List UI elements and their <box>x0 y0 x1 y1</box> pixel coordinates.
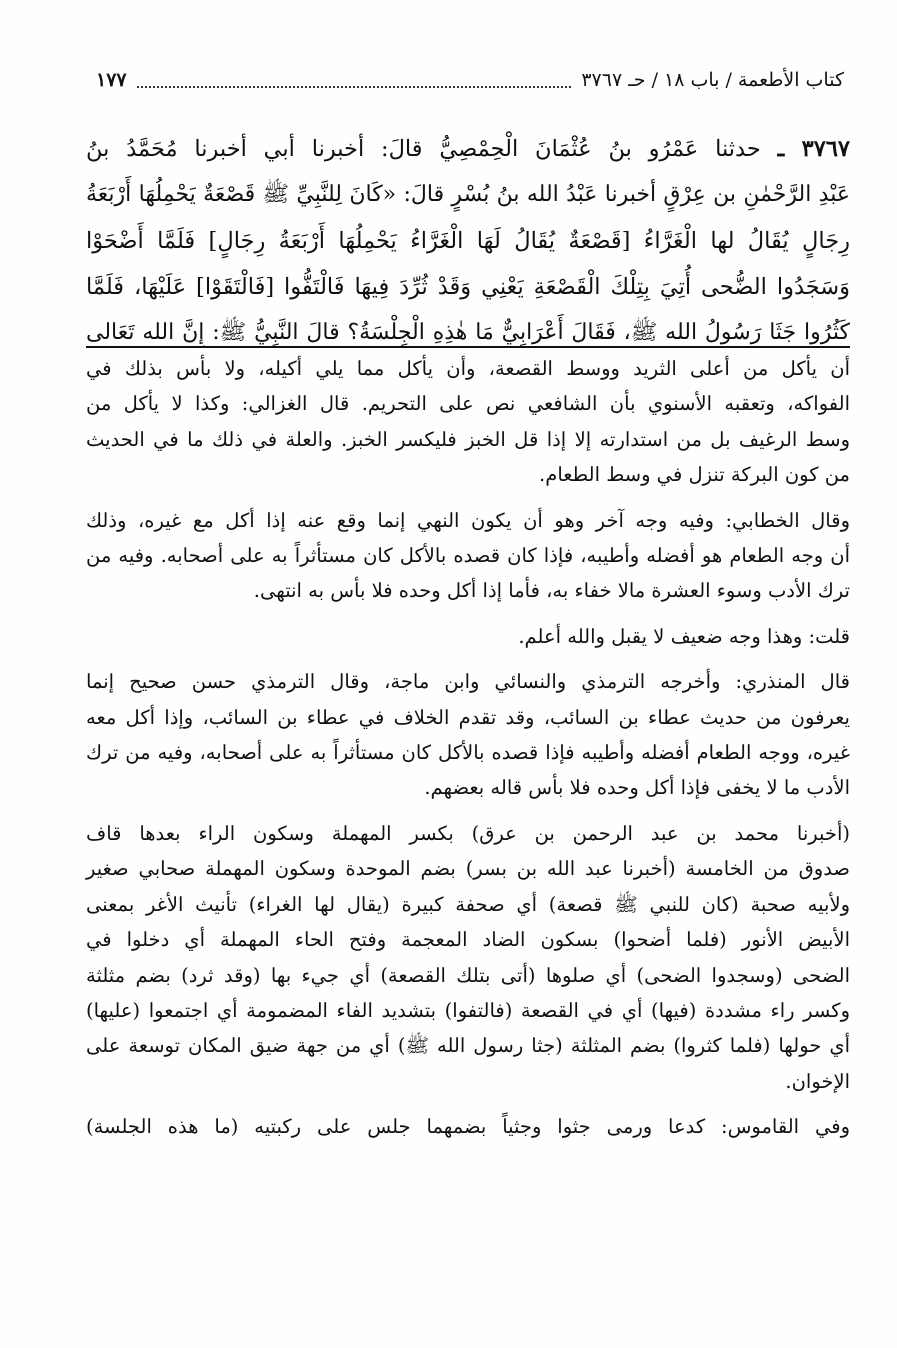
hadith-line: كَثُرُوا جَثَا رَسُولُ الله ﷺ، فَقَالَ أَعْرَابِيٌّ مَا هٰذِهِ الْجِلْسَةُ؟ قالَ النَّبِيُّ ﷺ: إِنَّ الله تَعَالى <box>86 320 850 345</box>
commentary-line: وكسر راء مشددة (فيها) أي في القصعة (فالتفوا) بتشديد الفاء المضمومة أي اجتمعوا (عليها) <box>86 998 850 1022</box>
commentary-line: صدوق من الخامسة (أخبرنا عبد الله بن بسر) بضم الموحدة وسكون المهملة صحابي صغير <box>86 857 850 881</box>
commentary-line: أي حولها (فلما كثروا) بضم المثلثة (جثا رسول الله ﷺ) أي من جهة ضيق المكان توسعة على <box>86 1034 850 1058</box>
header-leader-dots <box>137 84 572 88</box>
commentary-line: قلت: وهذا وجه ضعيف لا يقبل والله أعلم. <box>518 624 850 648</box>
commentary-line: من كون البركة تنزل في وسط الطعام. <box>539 463 850 487</box>
commentary-line: ترك الأدب وسوء العشرة مالا خفاء به، فأما إذا أكل وحده فلا بأس به انتهى. <box>253 579 850 603</box>
commentary-paragraph <box>86 619 850 654</box>
page-number: ١٧٧ <box>96 69 127 91</box>
commentary-line: الفواكه، وتعقبه الأسنوي بأن الشافعي نص على التحريم. قال الغزالي: وكذا لا يأكل من <box>86 392 850 416</box>
separator-rule <box>86 346 850 348</box>
commentary-line: الإخوان. <box>785 1069 850 1093</box>
commentary-line: (أخبرنا محمد بن عبد الرحمن بن عرق) بكسر المهملة وسكون الراء بعدها قاف <box>86 821 850 845</box>
hadith-text <box>86 126 850 356</box>
commentary-paragraph <box>86 503 850 609</box>
hadith-line: رِجَالٍ يُقَالُ لها الْغَرَّاءُ [قَصْعَةٌ يُقَالُ لَهَا الْغَرَّاءُ يَحْمِلُهَا أَرْبَعَةُ رِجَالٍ] فَلَمَّا أَضْحَوْا <box>86 228 850 254</box>
hadith-line: وَسَجَدُوا الضُّحى أُتِيَ بِتِلْكَ الْقَصْعَةِ يَعْنِي وَقَدْ ثُرِّدَ فِيهَا فَالْتَفُّوا [فَالْتَقَوْا] عَلَيْهَا، فَلَمَّا <box>86 274 850 300</box>
commentary-paragraph <box>86 816 850 1099</box>
commentary-paragraph <box>86 351 850 493</box>
commentary-line: أن يأكل من أعلى الثريد ووسط القصعة، وأن يأكل مما يلي أكيله، ولا بأس بذلك في <box>86 357 850 380</box>
header-title: كتاب الأطعمة / باب ١٨ / حـ ٣٧٦٧ <box>581 69 844 91</box>
commentary-paragraph <box>86 664 850 806</box>
hadith-line: عَبْدِ الرَّحْمٰنِ بن عِرْقٍ أخبرنا عَبْدُ الله بنُ بُسْرٍ قالَ: «كَانَ لِلنَّبِيِّ ﷺ قَصْعَةٌ يَحْمِلُهَا أَرْبَعَةُ <box>86 182 850 207</box>
commentary-line: الضحى (وسجدوا الضحى) أي صلوها (أتى بتلك القصعة) أي جيء بها (وقد ثرد) بضم مثلثة <box>86 963 850 987</box>
commentary-line: ولأبيه صحبة (كان للنبي ﷺ قصعة) أي صحفة كبيرة (يقال لها الغراء) تأنيث الأغر بمعنى <box>86 892 850 916</box>
commentary-line: الأبيض الأنور (فلما أضحوا) بسكون الضاد المعجمة وفتح الحاء المهملة أي دخلوا في <box>86 928 850 952</box>
commentary-line: أن وجه الطعام هو أفضله وأطيبه، فإذا كان قصده بالأكل كان مستأثراً به على أصحابه. وفيه من <box>86 544 850 568</box>
commentary-line: غيره، ووجه الطعام أفضله وأطيبه فإذا قصده بالأكل كان مستأثراً به على أصحابه، وفيه من ترك <box>86 741 850 765</box>
commentary <box>86 351 850 1145</box>
commentary-line: يعرفون من حديث عطاء بن السائب، وقد تقدم الخلاف في عطاء بن السائب، وإذا أكل معه <box>86 705 850 729</box>
hadith-line: ٣٧٦٧ ـ حدثنا عَمْرُو بنُ عُثْمَانَ الْحِمْصِيُّ قالَ: أخبرنا أبي أخبرنا مُحَمَّدُ بنُ <box>86 136 851 162</box>
commentary-paragraph <box>86 1109 850 1144</box>
hadith-number: ٣٧٦٧ ـ <box>777 136 851 162</box>
commentary-line: وسط الرغيف بل من استدارته إلا إذا قل الخبز فليكسر الخبز. والعلة في ذلك ما في الحديث <box>86 427 850 451</box>
commentary-line: قال المنذري: وأخرجه الترمذي والنسائي وابن ماجة، وقال الترمذي حسن صحيح إنما <box>86 670 850 694</box>
commentary-line: وقال الخطابي: وفيه وجه آخر وهو أن يكون النهي إنما وقع عنه إذا أكل مع غيره، وذلك <box>86 508 850 532</box>
commentary-line: وفي القاموس: كدعا ورمى جثوا وجثياً بضمهما جلس على ركبتيه (ما هذه الجلسة) <box>86 1115 850 1139</box>
running-header <box>96 64 844 96</box>
commentary-line: الأدب ما لا يخفى فإذا أكل وحده فلا بأس قاله بعضهم. <box>424 776 850 800</box>
